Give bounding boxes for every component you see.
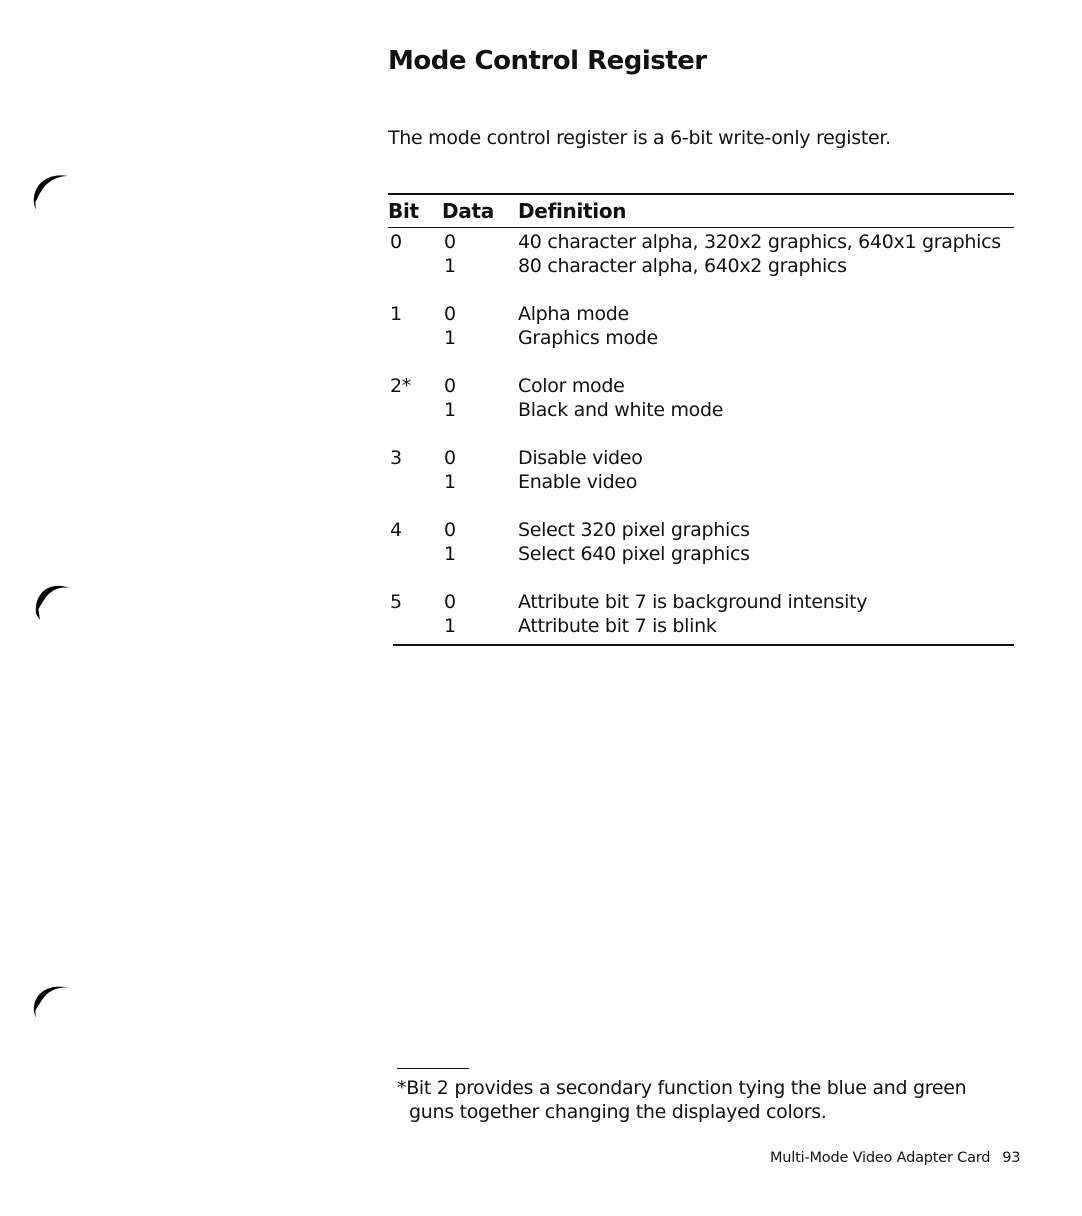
bit-group [388,446,1014,494]
bit-number: 2* [390,375,411,397]
table-row [388,542,1014,566]
table-row [388,374,1014,398]
footnote [397,1076,997,1124]
table-row [388,326,1014,350]
footnote-line-1: *Bit 2 provides a secondary function tying the blue and green [397,1077,967,1099]
table-body [388,228,1014,638]
table-row [388,254,1014,278]
table-row [388,398,1014,422]
table-header [388,195,1014,227]
definition-text: Attribute bit 7 is background intensity [518,591,868,613]
data-value: 1 [444,543,456,565]
data-value: 0 [444,591,456,613]
definition-text: Alpha mode [518,303,629,325]
table-row [388,590,1014,614]
definition-text: 80 character alpha, 640x2 graphics [518,255,847,277]
definition-text: 40 character alpha, 320x2 graphics, 640x1 graphics [518,231,1001,253]
bit-number: 5 [390,591,402,613]
definition-text: Black and white mode [518,399,724,421]
bit-number: 0 [390,231,402,253]
data-value: 0 [444,375,456,397]
header-bit: Bit [388,199,419,223]
header-data: Data [442,199,494,223]
data-value: 0 [444,303,456,325]
punch-hole-icon [30,168,74,212]
data-value: 1 [444,255,456,277]
data-value: 0 [444,231,456,253]
table-bottom-rule [393,644,1014,646]
definition-text: Attribute bit 7 is blink [518,615,717,637]
data-value: 1 [444,471,456,493]
punch-hole-icon [30,576,74,620]
table-row [388,470,1014,494]
table-row [388,518,1014,542]
data-value: 1 [444,615,456,637]
page-number: 93 [1002,1150,1021,1166]
table-row [388,230,1014,254]
bit-number: 3 [390,447,402,469]
data-value: 0 [444,519,456,541]
bit-group [388,302,1014,350]
bit-group [388,230,1014,278]
table-row [388,446,1014,470]
footer-section-title: Multi-Mode Video Adapter Card [770,1150,991,1166]
definition-text: Select 640 pixel graphics [518,543,750,565]
footnote-line-2: guns together changing the displayed colors. [409,1101,827,1123]
bit-group [388,590,1014,638]
page-title: Mode Control Register [388,46,707,76]
data-value: 1 [444,399,456,421]
footnote-rule [397,1068,469,1069]
bit-group [388,518,1014,566]
bit-number: 4 [390,519,402,541]
mode-register-table [388,193,1014,646]
table-row [388,302,1014,326]
bit-group [388,374,1014,422]
definition-text: Enable video [518,471,638,493]
data-value: 0 [444,447,456,469]
punch-hole-icon [30,978,74,1022]
definition-text: Color mode [518,375,625,397]
definition-text: Select 320 pixel graphics [518,519,750,541]
page-footer [770,1150,1020,1166]
data-value: 1 [444,327,456,349]
definition-text: Graphics mode [518,327,658,349]
bit-number: 1 [390,303,402,325]
definition-text: Disable video [518,447,643,469]
table-row [388,614,1014,638]
intro-paragraph: The mode control register is a 6-bit write-only register. [388,127,891,149]
header-definition: Definition [518,199,627,223]
